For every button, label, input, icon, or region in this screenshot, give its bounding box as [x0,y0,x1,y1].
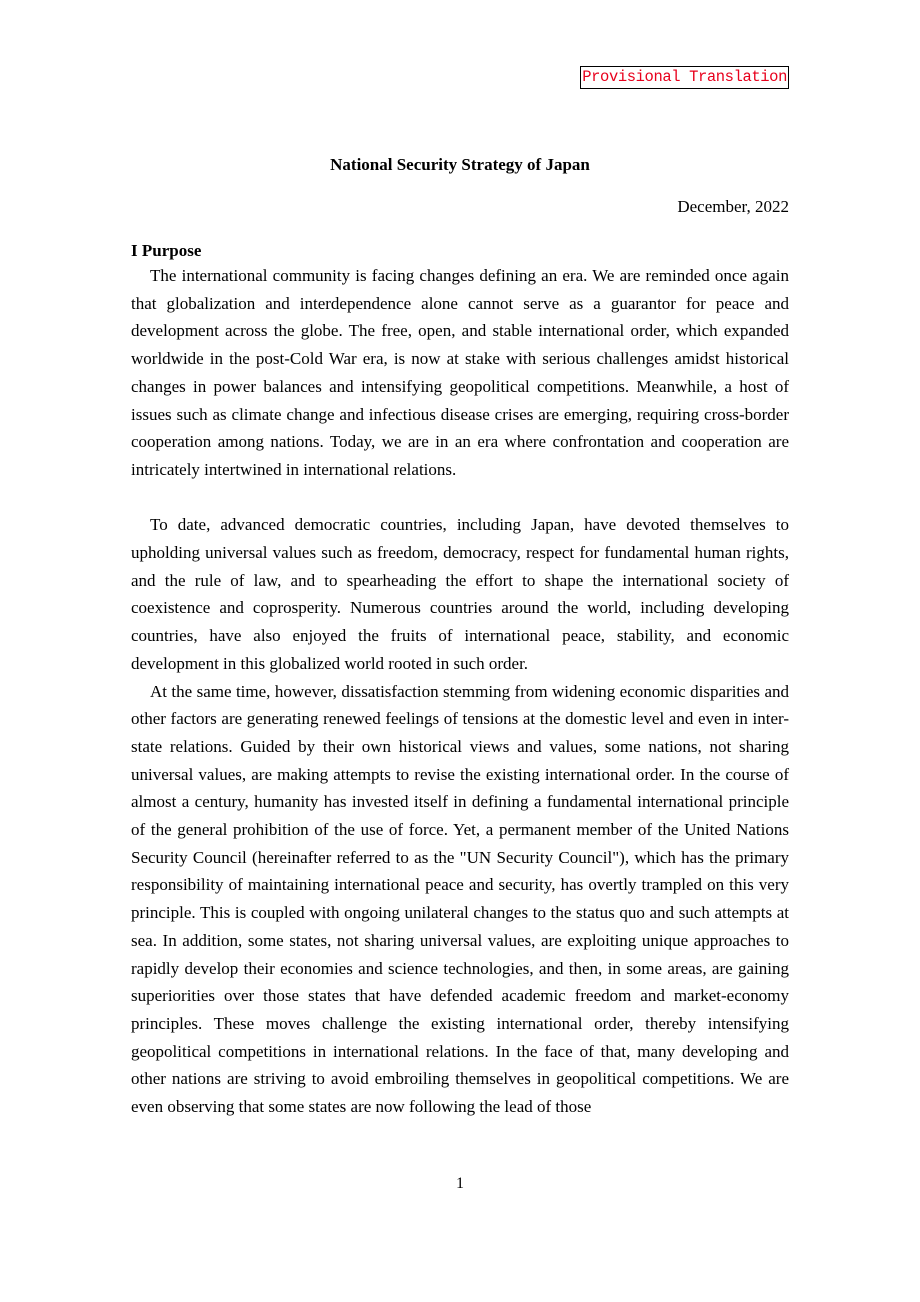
document-body [131,240,789,1121]
paragraph: To date, advanced democratic countries, including Japan, have devoted themselves to upholding universal values such as freedom, democracy, respect for fundamental human rights, and the rule of law, and to spearheading the effort to shape the international society of coexistence and coprosperity. Numerous countries around the world, including developing countries, have also enjoyed the fruits of international peace, stability, and economic development in this globalized world rooted in such order. [131,515,789,673]
document-date: December, 2022 [677,197,789,216]
paragraph: At the same time, however, dissatisfaction stemming from widening economic disparities and other factors are generating renewed feelings of tensions at the domestic level and even in inter-state relations. Guided by their own historical views and values, some nations, not sharing universal values, are making attempts to revise the existing international order. In the course of almost a century, humanity has invested itself in defining a fundamental international principle of the general prohibition of the use of force. Yet, a permanent member of the United Nations Security Council (hereinafter referred to as the "UN Security Council"), which has the primary responsibility of maintaining international peace and security, has overtly trampled on this very principle. This is coupled with ongoing unilateral changes to the status quo and such attempts at sea. In addition, some states, not sharing universal values, are exploiting unique approaches to rapidly develop their economies and science technologies, and then, in some areas, are gaining superiorities over those states that have defended academic freedom and market-economy principles. These moves challenge the existing international order, thereby intensifying geopolitical competitions in international relations. In the face of that, many developing and other nations are striving to avoid embroiling themselves in geopolitical competitions. We are even observing that some states are now following the lead of those [131,681,789,1117]
page-number: 1 [456,1175,464,1192]
section-heading: I Purpose [131,241,202,260]
provisional-translation-stamp: Provisional Translation [580,66,789,89]
paragraph: The international community is facing changes defining an era. We are reminded once again that globalization and interdependence alone cannot serve as a guarantor for peace and development across the globe. The free, open, and stable international order, which expanded worldwide in the post-Cold War era, is now at stake with serious challenges amidst historical changes in power balances and intensifying geopolitical competitions. Meanwhile, a host of issues such as climate change and infectious disease crises are emerging, requiring cross-border cooperation among nations. Today, we are in an era where confrontation and cooperation are intricately intertwined in international relations. [131,266,789,479]
document-title: National Security Strategy of Japan [330,155,590,174]
